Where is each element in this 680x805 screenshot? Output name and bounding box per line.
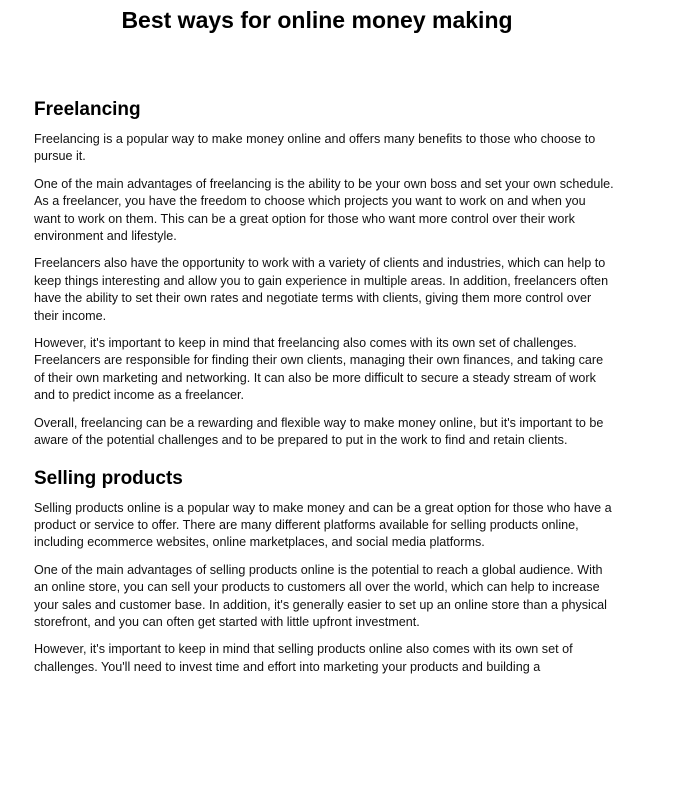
- paragraph: Freelancers also have the opportunity to work with a variety of clients and industries, which can help to keep things interesting and allow you to gain experience in multiple areas. In addition, freelancers often have the ability to set their own rates and negotiate terms with clients, giving them more control over their income.: [34, 256, 609, 323]
- document-title: Best ways for online money making: [121, 7, 513, 33]
- paragraph: Overall, freelancing can be a rewarding and flexible way to make money online, but it's important to be aware of the potential challenges and to be prepared to put in the work to find and retain clients.: [34, 415, 604, 448]
- section-freelancing: [34, 97, 614, 450]
- paragraph: Selling products online is a popular way to make money and can be a great option for those who have a product or service to offer. There are many different platforms available for selling products online, including ecommerce websites, online marketplaces, and social media platforms.: [34, 500, 612, 550]
- paragraph: However, it's important to keep in mind that freelancing also comes with its own set of challenges. Freelancers are responsible for finding their own clients, managing their own finances, and taking care of their own marketing and networking. It can also be more difficult to secure a steady stream of work and to predict income as a freelancer.: [34, 336, 604, 403]
- paragraph: One of the main advantages of selling products online is the potential to reach a global audience. With an online store, you can sell your products to customers all over the world, which can help to increase your sales and customer base. In addition, it's generally easier to set up an online store than a physical storefront, and you can often get started with little upfront investment.: [34, 562, 607, 629]
- section-heading: Selling products: [34, 467, 183, 489]
- section-selling-products: [34, 466, 614, 677]
- document-body: [34, 97, 614, 686]
- section-heading: Freelancing: [34, 99, 141, 120]
- paragraph: However, it's important to keep in mind that selling products online also comes with its own set of challenges. You'll need to invest time and effort into marketing your products and building a: [34, 642, 573, 674]
- paragraph: One of the main advantages of freelancing is the ability to be your own boss and set your own schedule. As a freelancer, you have the freedom to choose which projects you want to work on and when you want to work on them. This can be a great option for those who want more control over their work environment and lifestyle.: [34, 176, 614, 244]
- paragraph: Freelancing is a popular way to make money online and offers many benefits to those who choose to pursue it.: [34, 132, 596, 164]
